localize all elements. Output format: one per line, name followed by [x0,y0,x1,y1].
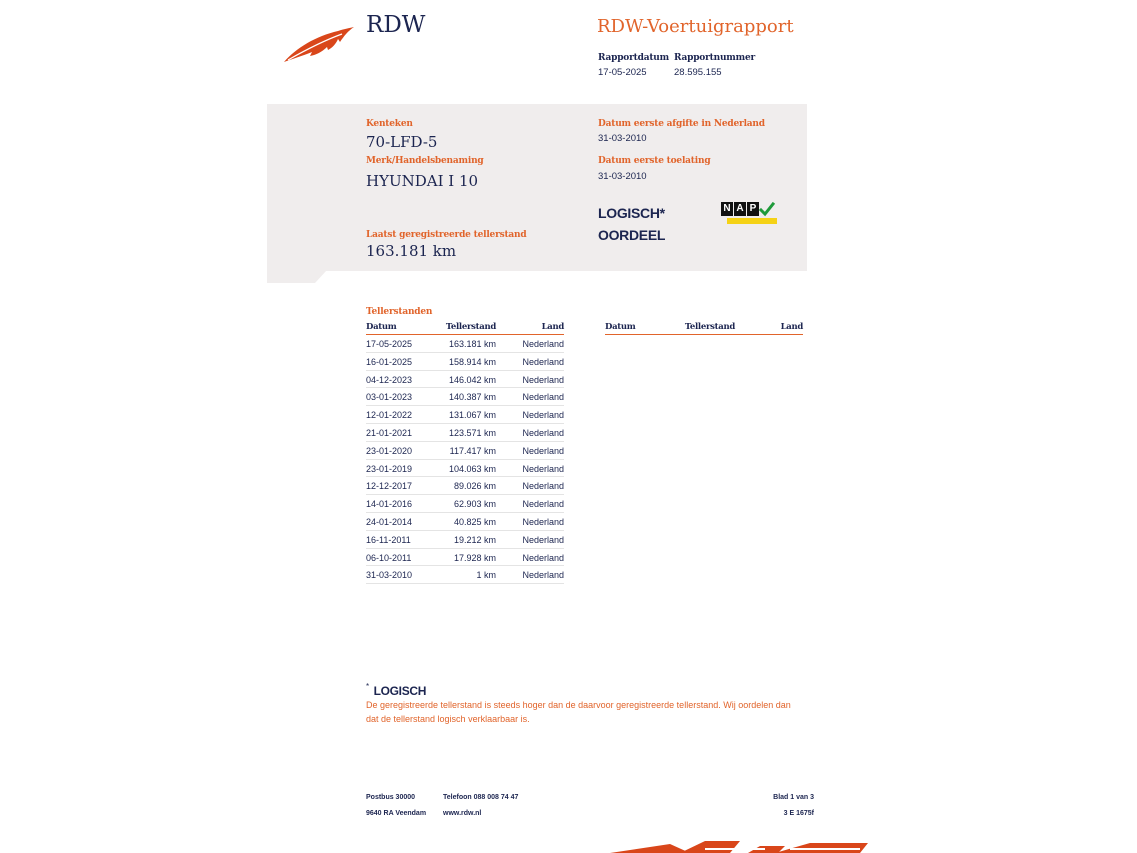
row-land: Nederland [522,339,564,349]
logisch-text-line2: dat de tellerstand logisch verklaarbaar is. [366,714,530,724]
row-land: Nederland [522,516,564,527]
row-datum: 06-10-2011 [366,552,412,563]
row-land: Nederland [522,552,564,563]
table-row [366,371,564,389]
row-datum: 31-03-2010 [366,570,413,581]
table-header [366,322,564,335]
row-land: Nederland [522,392,564,403]
row-datum: 23-01-2020 [366,445,413,456]
table-row [366,460,564,478]
logisch-text-line1: De geregistreerde tellerstand is steeds hoger dan de daarvoor geregistreerde tellerstand. Wij oordelen dan [366,700,791,710]
table-row [366,477,564,495]
row-tellerstand: 17.928 km [453,552,496,563]
col-tellerstand: Tellerstand [445,322,496,332]
nap-letter-p: P [747,202,759,216]
row-land: Nederland [522,410,564,421]
col-tellerstand: Tellerstand [684,322,735,332]
col-datum: Datum [366,322,397,332]
row-tellerstand: 123.571 km [448,427,496,438]
row-land: Nederland [522,570,564,581]
oordeel-line2: OORDEEL [598,227,666,243]
table-row [366,406,564,424]
org-name: RDW [366,12,426,38]
nap-letter-n: N [721,202,733,216]
afgifte-label: Datum eerste afgifte in Nederland [598,119,765,129]
toelating-value: 31-03-2010 [598,171,647,182]
rdw-logo-icon [282,26,356,64]
bottom-stripes-icon [610,838,870,853]
table-row [366,335,564,353]
row-tellerstand: 146.042 km [448,374,496,385]
logisch-star: * [366,682,370,691]
row-tellerstand: 158.914 km [448,356,496,367]
footer-postbus: Postbus 30000 [366,794,416,801]
row-datum: 16-11-2011 [366,534,411,545]
row-tellerstand: 62.903 km [453,499,496,510]
rapportnummer-value: 28.595.155 [674,67,722,78]
footer-web-link[interactable]: www.rdw.nl [443,810,482,817]
tellerstanden-title: Tellerstanden [366,307,433,317]
row-land: Nederland [522,481,564,492]
col-land: Land [780,322,803,332]
row-datum: 23-01-2019 [366,463,413,474]
logisch-heading [366,682,426,700]
row-tellerstand: 117.417 km [449,445,496,456]
report-title: RDW-Voertuigrapport [597,16,794,37]
row-land: Nederland [522,374,564,385]
tellerstand-label: Laatst geregistreerde tellerstand [366,230,527,240]
row-datum: 17-05-2025 [366,339,413,349]
row-tellerstand: 40.825 km [453,516,496,527]
row-datum: 12-12-2017 [366,481,413,492]
table-row [366,531,564,549]
tellerstand-value: 163.181 km [366,242,457,260]
row-tellerstand: 19.212 km [453,534,496,545]
nap-letter-a: A [734,202,746,216]
row-datum: 12-01-2022 [366,410,413,421]
row-tellerstand: 104.063 km [448,463,496,474]
tellerstanden-table-left [366,322,564,584]
merk-label: Merk/Handelsbenaming [366,156,484,166]
panel-tail [267,270,327,283]
rapportdatum-label: Rapportdatum [598,53,669,63]
table-row [366,442,564,460]
row-datum: 03-01-2023 [366,392,413,403]
toelating-label: Datum eerste toelating [598,156,711,166]
row-tellerstand: 140.387 km [448,392,496,403]
rapportdatum-value: 17-05-2025 [598,67,647,78]
row-datum: 04-12-2023 [366,374,413,385]
tellerstanden-table-right [605,322,803,335]
table-row [366,353,564,371]
logisch-title: LOGISCH [373,684,427,698]
nap-badge [721,202,777,224]
footer-adres: 9640 RA Veendam [366,810,427,817]
footer-telefoon: Telefoon 088 008 74 47 [443,794,519,801]
table-row [366,549,564,567]
row-tellerstand: 163.181 km [448,339,496,349]
row-tellerstand: 89.026 km [453,481,496,492]
oordeel-line1: LOGISCH* [598,205,665,221]
afgifte-value: 31-03-2010 [598,133,647,144]
row-land: Nederland [522,427,564,438]
col-land: Land [541,322,564,332]
rapportnummer-label: Rapportnummer [674,53,756,63]
row-land: Nederland [522,534,564,545]
row-land: Nederland [522,356,564,367]
kenteken-value: 70-LFD-5 [366,133,438,151]
merk-value: HYUNDAI I 10 [366,172,479,190]
row-land: Nederland [522,463,564,474]
row-tellerstand: 131.067 km [448,410,496,421]
kenteken-label: Kenteken [366,119,413,129]
footer-code: 3 E 1675f [783,810,814,817]
row-tellerstand: 1 km [476,570,496,581]
table-row [366,424,564,442]
row-datum: 24-01-2014 [366,516,413,527]
table-row [366,513,564,531]
col-datum: Datum [605,322,636,332]
row-datum: 21-01-2021 [366,427,413,438]
check-icon [759,202,775,218]
vehicle-info-panel [267,104,807,271]
row-land: Nederland [522,499,564,510]
row-datum: 16-01-2025 [366,356,413,367]
table-row [366,388,564,406]
row-land: Nederland [522,445,564,456]
row-datum: 14-01-2016 [366,499,413,510]
table-row [366,566,564,584]
table-header [605,322,803,335]
table-row [366,495,564,513]
footer-blad: Blad 1 van 3 [773,794,814,801]
